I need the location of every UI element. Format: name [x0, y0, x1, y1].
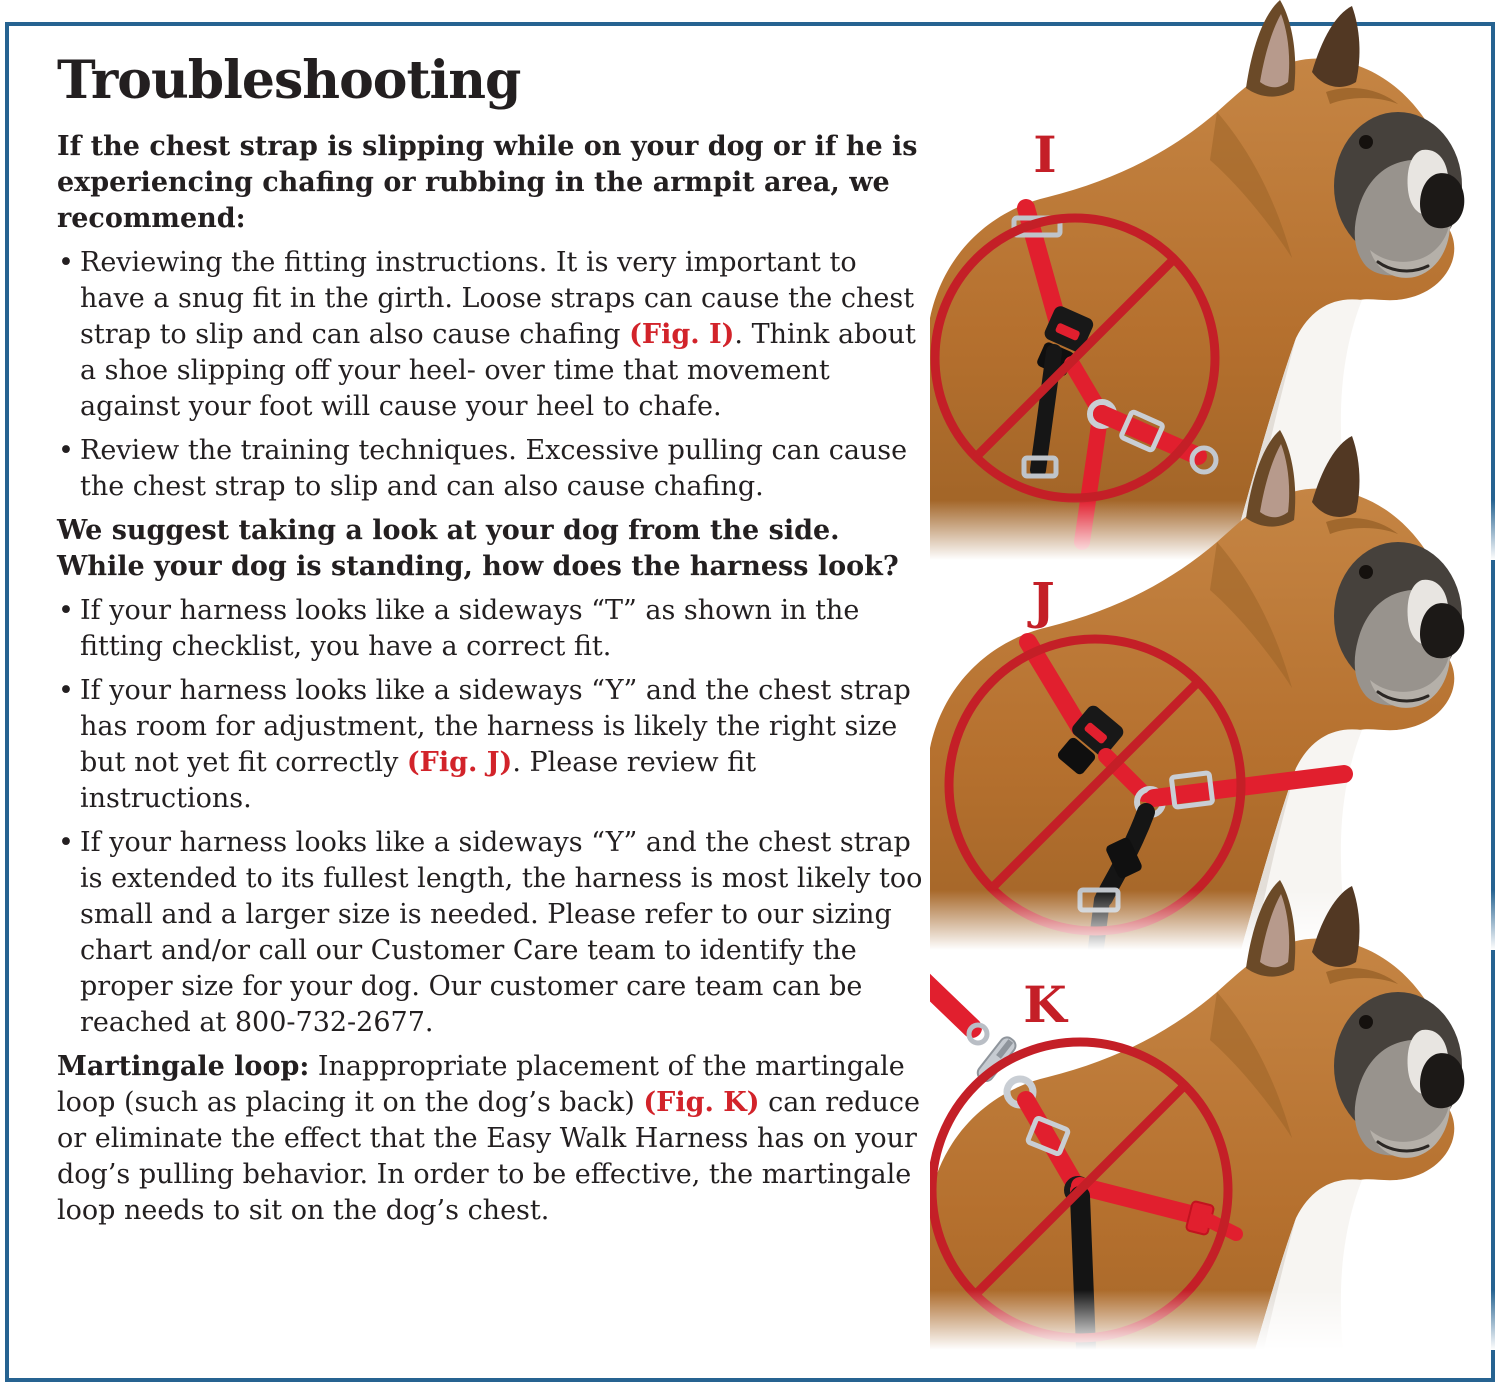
martingale-text: can reduce or eliminate the effect that the Easy Walk Harness has on your dog’s pulling behavior. In order to be effective, the martingale loop needs to sit on the dog’s chest. [57, 1086, 920, 1226]
leash-and-clip [930, 978, 1033, 1105]
list-item-training-techniques [57, 433, 929, 505]
intro-paragraph: If the chest strap is slipping while on your dog or if he is experiencing chafing or rubbing in the armpit area, we recommend: [57, 130, 918, 234]
bullet-text: If your harness looks like a sideways “Y” and the chest strap is extended to its fullest length, the harness is most likely too small and a larger size is needed. Please refer to our sizing chart and/or call our Customer Care team to identify the proper size for your dog. Our customer care team can be reached at 800-732-2677. [80, 826, 923, 1038]
fig-ref-k: (Fig. K) [643, 1086, 760, 1118]
figure-k-dog-illustration [930, 880, 1500, 1350]
martingale-label: Martingale loop: [57, 1050, 310, 1082]
side-view-subheading: We suggest taking a look at your dog from the side. While your dog is standing, how does the harness look? [57, 514, 899, 582]
bullet-text: . Please review fit instructions. [80, 746, 757, 814]
fig-ref-i: (Fig. I) [629, 318, 735, 350]
list-item-fitting-instructions [57, 245, 929, 425]
content-column [57, 50, 929, 1237]
bullet-text: Reviewing the fitting instructions. It is very important to have a snug fit in the girth. Loose straps can cause the chest strap to slip and can also cause chafing [80, 246, 915, 350]
harness-look-list [57, 593, 929, 1041]
list-item-sideways-t [57, 593, 929, 665]
list-item-sideways-y-adjust [57, 673, 929, 817]
bullet-text: . Think about a shoe slipping off your heel- over time that movement against your foot will cause your heel to chafe. [80, 318, 916, 422]
fig-ref-j: (Fig. J) [406, 746, 513, 778]
figure-k-label: K [1023, 975, 1067, 1034]
page-title: Troubleshooting [57, 50, 521, 111]
martingale-text: Inappropriate placement of the martingale loop (such as placing it on the dog’s back) [57, 1050, 905, 1118]
martingale-paragraph [57, 1049, 929, 1229]
bullet-text: Review the training techniques. Excessive pulling can cause the chest strap to slip and can also cause chafing. [80, 434, 908, 502]
figure-j-dog-illustration [930, 430, 1500, 950]
list-item-sideways-y-too-small [57, 825, 929, 1041]
bullet-text: If your harness looks like a sideways “Y” and the chest strap has room for adjustment, the harness is likely the right size but not yet fit correctly [80, 674, 911, 778]
bullet-text: If your harness looks like a sideways “T” as shown in the fitting checklist, you have a correct fit. [80, 594, 860, 662]
figure-j-label: J [1031, 571, 1055, 630]
recommendations-list [57, 245, 929, 505]
figure-i-label: I [1033, 125, 1057, 184]
